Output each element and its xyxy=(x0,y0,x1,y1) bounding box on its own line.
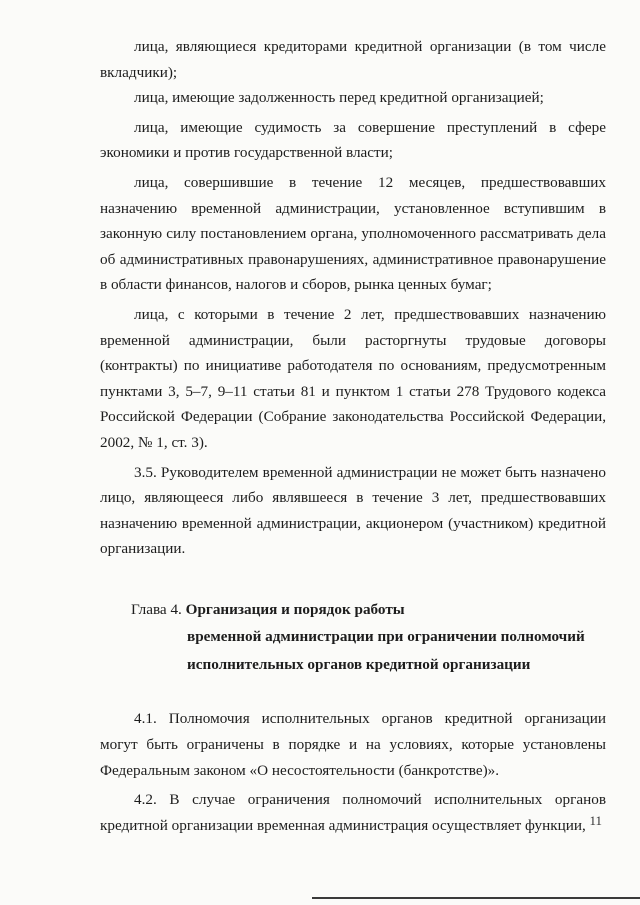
chapter-heading xyxy=(100,596,606,679)
paragraph-creditors: лица, являющиеся кредиторами кредитной организации (в том числе вкладчики); xyxy=(100,38,606,81)
paragraph-4-1: 4.1. Полномочия исполнительных органов кредитной организации могут быть ограничены в порядке и на условиях, которые установлены Федеральным законом «О несостоятельности (банкротстве)». xyxy=(100,710,606,779)
paragraph-terminated-contracts: лица, с которыми в течение 2 лет, предшествовавших назначению временной администрации, были расторгнуты трудовые договоры (контракты) по инициативе работодателя по основаниям, предусмотренным пунктами 3, 5–7, 9–11 статьи 81 и пунктом 1 статьи 278 Трудового кодекса Российской Федерации (Собрание законодательства Российской Федерации, 2002, № 1, ст. 3). xyxy=(100,305,606,451)
paragraph-4-2: 4.2. В случае ограничения полномочий исполнительных органов кредитной организации временная администрация осуществляет функции, xyxy=(100,791,606,834)
chapter-heading-line-3: исполнительных органов кредитной организации xyxy=(187,655,531,673)
document-body xyxy=(100,34,606,838)
page-number: 11 xyxy=(589,813,602,828)
bottom-rule xyxy=(312,897,640,899)
paragraph-debtors: лица, имеющие задолженность перед кредитной организацией; xyxy=(134,89,544,107)
paragraph-convicted: лица, имеющие судимость за совершение преступлений в сфере экономики и против государственной власти; xyxy=(100,118,606,162)
chapter-label: Глава 4. xyxy=(131,600,182,618)
chapter-heading-line-2: временной администрации при ограничении полномочий xyxy=(187,628,585,646)
chapter-heading-line-1 xyxy=(100,596,606,624)
chapter-title: Организация и порядок работы xyxy=(185,600,405,618)
paragraph-administrative-offense: лица, совершившие в течение 12 месяцев, предшествовавших назначению временной администрации, установленное вступившим в законную силу постановлением органа, уполномоченного рассматривать дела об административных правонарушениях, административное правонарушение в области финансов, налогов и сборов, рынка ценных бумаг; xyxy=(100,173,606,294)
paragraph-3-5: 3.5. Руководителем временной администрации не может быть назначено лицо, являющееся либо являвшееся в течение 3 лет, предшествовавших назначению временной администрации, акционером (участником) кредитной организации. xyxy=(100,463,606,558)
